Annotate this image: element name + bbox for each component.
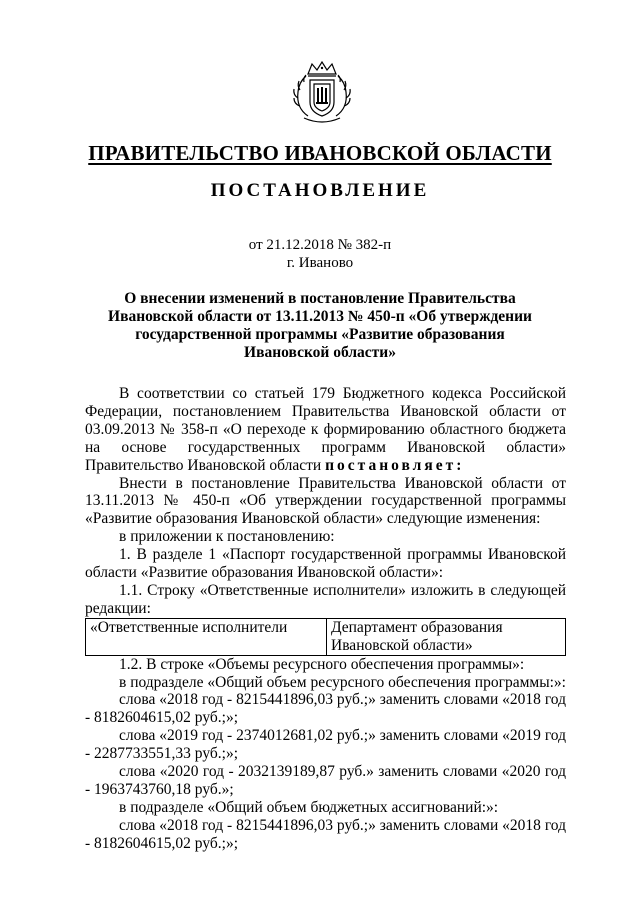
subject-line: государственной программы «Развитие образования (135, 326, 505, 343)
paragraph-preamble (85, 385, 566, 475)
ivanovo-coat-of-arms-icon (286, 58, 358, 130)
document-date: от 21.12.2018 № 382-п (248, 237, 392, 253)
document-city: г. Иваново (286, 255, 354, 271)
document-body (85, 385, 566, 853)
paragraph: 1.2. В строке «Объемы ресурсного обеспечения программы»: (119, 655, 525, 673)
paragraph: слова «2018 год - 8215441896,03 руб.;» заменить словами «2018 год - 8182604615,02 руб.;»; (85, 691, 566, 727)
table-cell: «Ответственные исполнители (86, 618, 327, 655)
responsible-table (85, 618, 566, 656)
table-row (86, 618, 566, 655)
subject-line: Ивановской области от 13.11.2013 № 450-п «Об утверждении (108, 308, 532, 325)
paragraph: слова «2020 год - 2032139189,87 руб.» заменить словами «2020 год - 1963743760,18 руб.»; (85, 763, 566, 798)
preamble-text: В соответствии со статьей 179 Бюджетного кодекса Российской Федерации, постановлением Правительства Ивановской области от 03.09.2013 № 358-п «О переходе к формированию областного бюджета на основе государственных программ Ивановской области» Правительство Ивановской области (85, 385, 566, 474)
subject-line: О внесении изменений в постановление Правительства (124, 290, 516, 307)
paragraph: 1.1. Строку «Ответственные исполнители» изложить в следующей редакции: (85, 581, 566, 617)
decree-word: постановляет: (325, 456, 465, 474)
paragraph: слова «2018 год - 8215441896,03 руб.;» заменить словами «2018 год - 8182604615,02 руб.;»; (85, 816, 566, 852)
paragraph: в приложении к постановлению: (119, 528, 335, 546)
paragraph: слова «2019 год - 2374012681,02 руб.;» заменить словами «2019 год - 2287733551,33 руб.;»; (85, 727, 566, 763)
subject-line: Ивановской области» (244, 344, 396, 361)
document-type: ПОСТАНОВЛЕНИЕ (210, 180, 430, 201)
paragraph: 1. В разделе 1 «Паспорт государственной программы Ивановской области «Развитие образования Ивановской области»: (85, 546, 566, 582)
paragraph: в подразделе «Общий объем бюджетных ассигнований:»: (119, 798, 499, 816)
paragraph: Внести в постановление Правительства Ивановской области от 13.11.2013 № 450-п «Об утверждении государственной программы «Развитие образования Ивановской области» следующие изменения: (85, 474, 566, 528)
paragraph: в подразделе «Общий объем ресурсного обеспечения программы:»: (119, 673, 566, 691)
table-cell: Департамент образования Ивановской области» (327, 618, 566, 655)
government-title: ПРАВИТЕЛЬСТВО ИВАНОВСКОЙ ОБЛАСТИ (88, 141, 552, 165)
document-subject (90, 290, 550, 362)
